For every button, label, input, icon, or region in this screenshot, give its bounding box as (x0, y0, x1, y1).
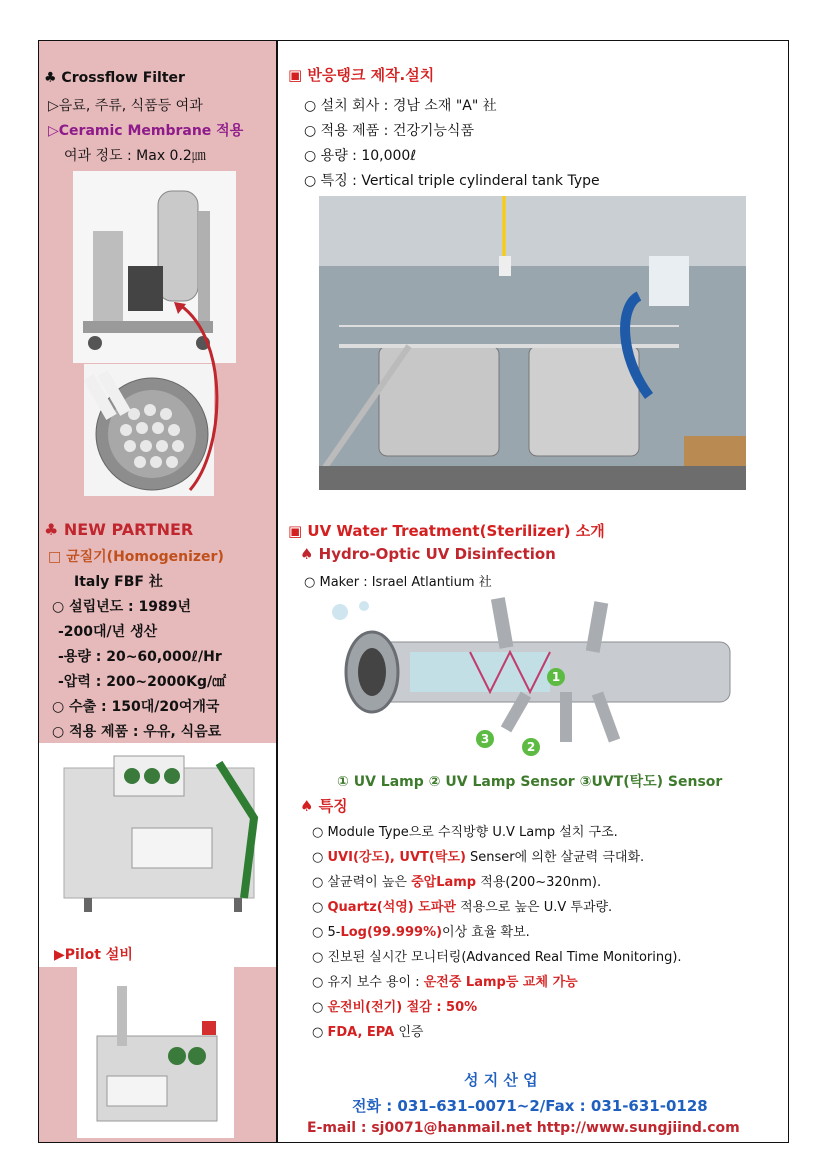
feature-2: ○ UVI(강도), UVT(탁도) Senser에 의한 살균력 극대화. (312, 850, 645, 865)
tank-item-1: ○ 설치 회사 : 경남 소재 "A" 社 (304, 98, 497, 114)
reaction-tank-photo (319, 196, 746, 490)
crossflow-line3: 여과 정도 : Max 0.2㎛ (64, 148, 206, 164)
partner-item-3: -용량 : 20~60,000ℓ/Hr (58, 649, 222, 665)
feature-7: ○ 유지 보수 용이 : 운전중 Lamp등 교체 가능 (312, 975, 578, 990)
pilot-equipment-photo (77, 966, 234, 1138)
connector-arrow-icon (160, 300, 230, 500)
homogenizer-subtitle: □ 균질기(Homogenizer) (48, 549, 224, 565)
tank-item-3: ○ 용량 : 10,000ℓ (304, 148, 417, 164)
callout-2: 2 (522, 738, 540, 756)
homogenizer-maker: Italy FBF 社 (74, 574, 163, 590)
feature-4: ○ Quartz(석영) 도파관 적용으로 높은 U.V 투과량. (312, 900, 613, 915)
uv-maker: ○ Maker : Israel Atlantium 社 (304, 575, 492, 590)
feature-6: ○ 진보된 실시간 모니터링(Advanced Real Time Monitoring). (312, 950, 682, 965)
features-title: ♠ 특징 (300, 797, 348, 815)
company-phone: 전화 : 031–631–0071~2/Fax : 031-631-0128 (352, 1097, 708, 1115)
feature-9: ○ FDA, EPA 인증 (312, 1025, 424, 1040)
feature-8: ○ 운전비(전기) 절감 : 50% (312, 1000, 478, 1015)
partner-item-1: ○ 설립년도 : 1989년 (52, 599, 192, 615)
pilot-title: ▶Pilot 설비 (54, 947, 133, 963)
uv-legend: ① UV Lamp ② UV Lamp Sensor ③UVT(탁도) Sensor (337, 774, 723, 790)
crossflow-line1: ▷음료, 주류, 식품등 여과 (48, 98, 203, 114)
callout-3: 3 (476, 730, 494, 748)
partner-title: ♣ NEW PARTNER (44, 520, 194, 539)
crossflow-line2: ▷Ceramic Membrane 적용 (48, 123, 244, 139)
column-divider (276, 40, 278, 1143)
tank-item-4: ○ 특징 : Vertical triple cylinderal tank Type (304, 173, 600, 189)
crossflow-title: ♣ Crossflow Filter (44, 70, 185, 86)
tank-item-2: ○ 적용 제품 : 건강기능식품 (304, 123, 474, 139)
feature-3: ○ 살균력이 높은 중압Lamp 적용(200~320nm). (312, 875, 602, 890)
homogenizer-photo (44, 748, 272, 920)
partner-item-2: -200대/년 생산 (58, 624, 158, 640)
tank-title: ▣ 반응탱크 제작.설치 (288, 66, 435, 84)
partner-item-6: ○ 적용 제품 : 우유, 식음료 (52, 724, 222, 740)
feature-5: ○ 5-Log(99.999%)이상 효율 확보. (312, 925, 530, 940)
company-email: E-mail : sj0071@hanmail.net http://www.sungjiind.com (307, 1120, 740, 1136)
uv-subtitle: ♠ Hydro-Optic UV Disinfection (300, 545, 556, 563)
callout-1: 1 (547, 668, 565, 686)
company-name: 성 지 산 업 (464, 1071, 538, 1089)
partner-item-4: -압력 : 200~2000Kg/㎠ (58, 674, 227, 690)
uv-title: ▣ UV Water Treatment(Sterilizer) 소개 (288, 522, 605, 540)
feature-1: ○ Module Type으로 수직방향 U.V Lamp 설치 구조. (312, 825, 618, 840)
uv-sterilizer-photo (320, 592, 740, 762)
partner-item-5: ○ 수출 : 150대/20여개국 (52, 699, 220, 715)
